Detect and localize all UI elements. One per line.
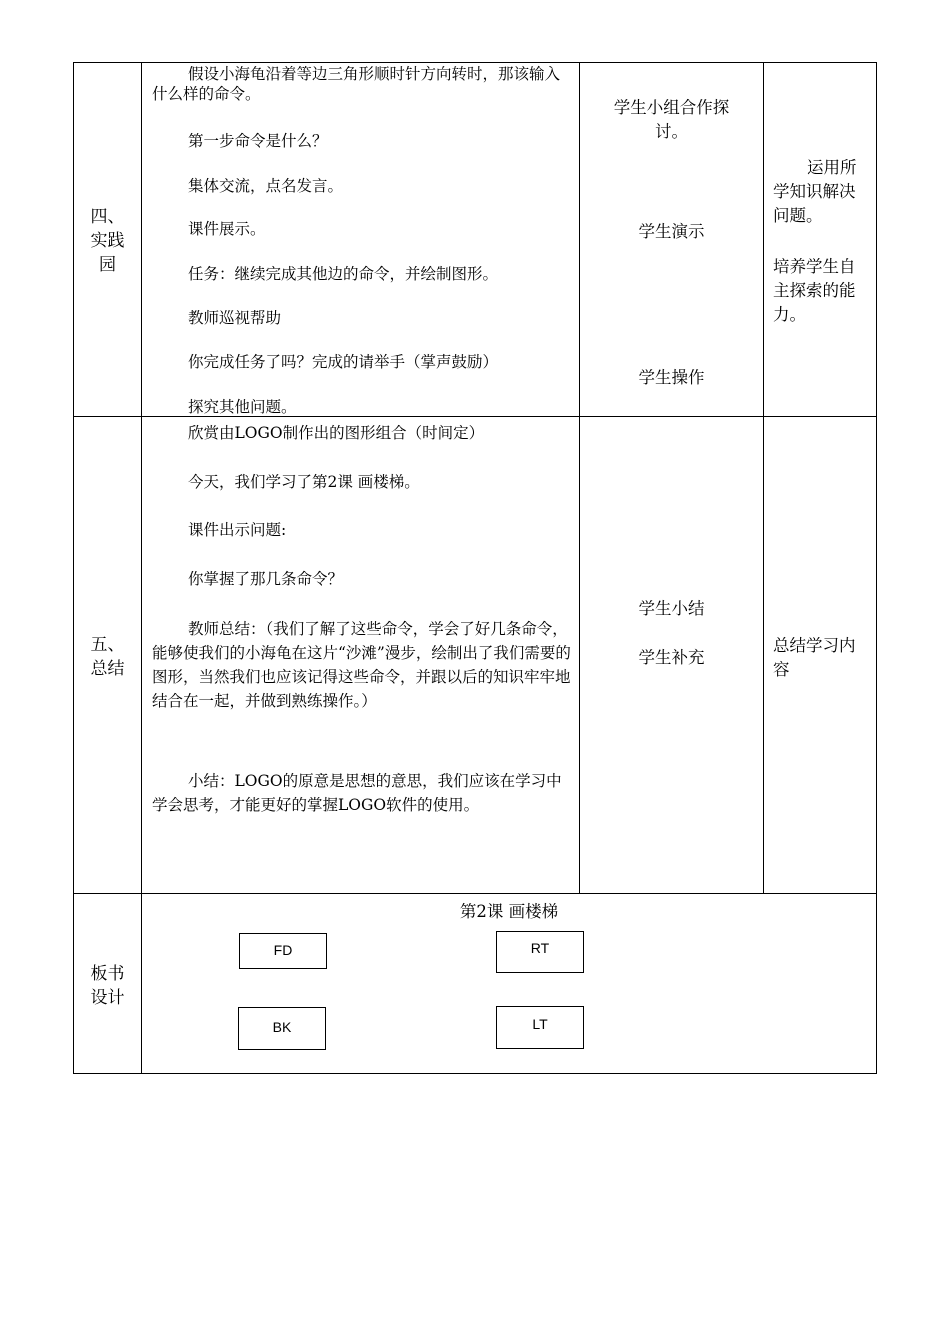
- design-intent-cell-practice: [764, 63, 877, 417]
- teacher-activity-cell-practice: [142, 63, 580, 417]
- stage-label-cell-summary: [74, 417, 142, 894]
- teacher-text: 课件展示。: [188, 220, 266, 238]
- student-text: 学生操作: [638, 368, 705, 387]
- student-activity-cell-summary: [580, 417, 764, 894]
- intent-text: 培养学生自主探索的能力。: [773, 257, 856, 324]
- command-box-fd: FD: [239, 933, 327, 969]
- stage-label-practice: 四、 实践 园: [90, 207, 125, 275]
- intent-text: 运用所学知识解决问题。: [773, 158, 857, 225]
- teacher-text: 教师巡视帮助: [188, 309, 282, 327]
- teacher-text: 你掌握了那几条命令？: [188, 570, 344, 588]
- command-box-rt: RT: [496, 931, 584, 973]
- teacher-text: 集体交流，点名发言。: [188, 177, 344, 195]
- teacher-text: 今天，我们学习了第2课 画楼梯。: [188, 473, 420, 491]
- stage-label-board: 板书 设计: [90, 964, 125, 1008]
- student-text: 学生演示: [638, 222, 705, 241]
- student-text: 学生小组合作探讨。: [613, 98, 730, 141]
- teacher-text: 探究其他问题。: [188, 398, 297, 416]
- command-box-bk: BK: [238, 1007, 326, 1050]
- student-text: 学生补充: [638, 648, 705, 667]
- teacher-text: 你完成任务了吗？完成的请举手（掌声鼓励）: [188, 353, 499, 371]
- teacher-text: 任务：继续完成其他边的命令，并绘制图形。: [188, 265, 499, 283]
- stage-label-summary: 五、 总结: [90, 635, 125, 679]
- command-box-lt: LT: [496, 1006, 584, 1049]
- board-design-cell: [142, 894, 877, 1074]
- intent-text: 总结学习内容: [773, 636, 856, 679]
- student-text: 学生小结: [638, 599, 705, 618]
- design-intent-cell-summary: [764, 417, 877, 894]
- teacher-text: 课件出示问题:: [188, 521, 287, 539]
- stage-label-cell-board: [74, 894, 142, 1074]
- teacher-activity-cell-summary: [142, 417, 580, 894]
- teacher-text: 教师总结：（我们了解了这些命令，学会了好几条命令，能够使我们的小海龟在这片“沙滩”漫步，绘制出了我们需要的图形，当然我们也应该记得这些命令，并跟以后的知识牢牢地结合在一起，并做到熟练操作。）: [152, 620, 571, 710]
- teacher-text: 第一步命令是什么？: [188, 132, 328, 150]
- lesson-plan-table: [73, 62, 877, 1074]
- teacher-text: 小结：LOGO的原意是思想的意思，我们应该在学习中学会思考，才能更好的掌握LOGO软件的使用。: [152, 772, 562, 814]
- stage-label-cell-practice: [74, 63, 142, 417]
- teacher-text: 假设小海龟沿着等边三角形顺时针方向转时，那该输入什么样的命令。: [152, 65, 561, 103]
- board-title: 第2课 画楼梯: [459, 902, 559, 921]
- teacher-text: 欣赏由LOGO制作出的图形组合（时间定）: [188, 424, 485, 442]
- student-activity-cell-practice: [580, 63, 764, 417]
